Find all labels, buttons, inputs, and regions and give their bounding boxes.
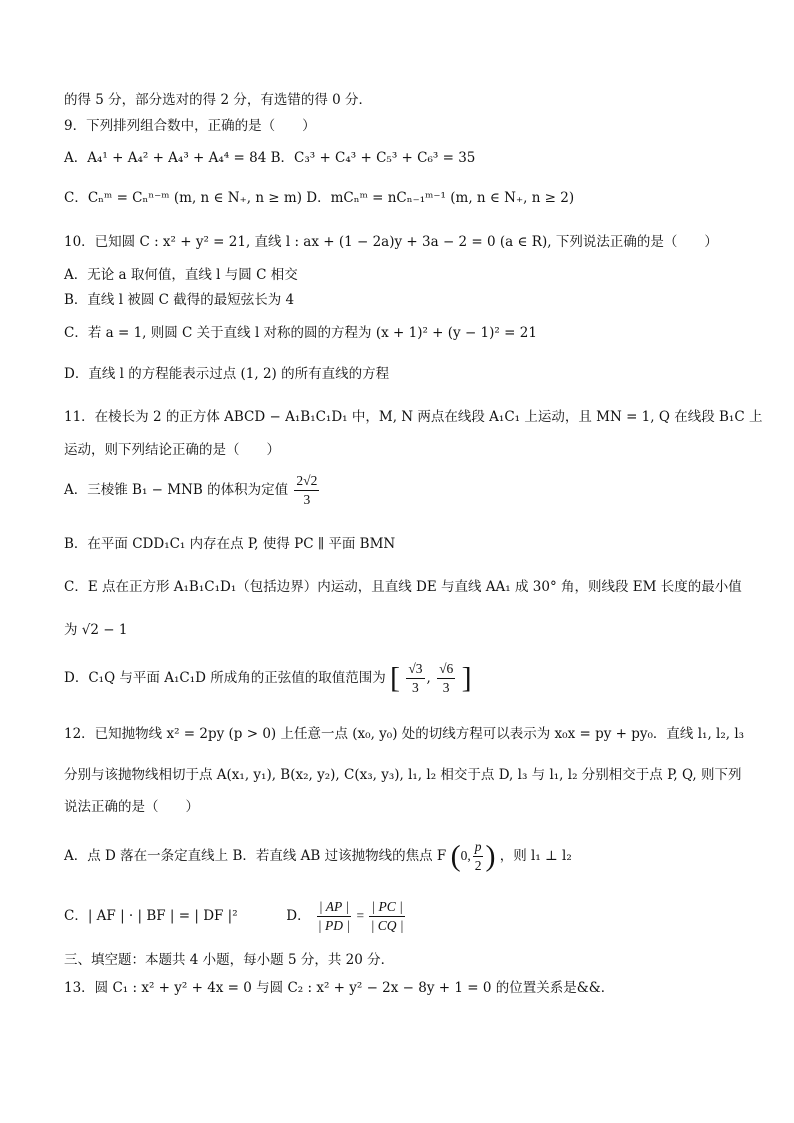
question-12: 12．已知抛物线 x² = 2py (p > 0) 上任意一点 (x₀, y₀) 处的切线方程可以表示为 x₀x = py + py₀．直线 l₁, l₂, l₃ [64, 726, 745, 742]
fraction-denominator: 3 [412, 680, 419, 695]
fraction-denominator: | CQ | [370, 918, 404, 933]
question-12-cont-2: 说法正确的是（ ） [64, 799, 199, 815]
fraction-denominator: | PD | [317, 918, 351, 933]
question-11-cont: 运动，则下列结论正确的是（ ） [64, 442, 280, 458]
fraction-numerator: 2√2 [294, 472, 319, 491]
option-d-label: D． [286, 908, 311, 924]
fraction-ap-over-pd [317, 898, 351, 935]
left-paren: ( [450, 839, 461, 873]
question-12-cont: 分别与该抛物线相切于点 A(x₁, y₁), B(x₂, y₂), C(x₃, y₃), l₁, l₂ 相交于点 D, l₃ 与 l₁, l₂ 分别相交于点 P, Q, 则下列 [64, 767, 742, 783]
fraction-p-over-2 [473, 838, 484, 875]
question-11-option-d: D．C₁Q 与平面 A₁C₁D 所成角的正弦值的取值范围为 [ $\frac{√3}{3}$ , $\frac{√6}{3}$ ] [64, 661, 472, 695]
option-d-text: D．C₁Q 与平面 A₁C₁D 所成角的正弦值的取值范围为 [64, 670, 386, 686]
fraction-2root2-over-3 [294, 472, 319, 509]
question-11-option-a [64, 472, 321, 509]
fraction-pc-over-cq [369, 898, 404, 935]
option-a-text: A．三棱锥 B₁ − MNB 的体积为定值 [64, 482, 289, 498]
question-10-option-b: B．直线 l 被圆 C 截得的最短弦长为 4 [64, 292, 295, 308]
question-9-options-cd: C．Cₙᵐ = Cₙⁿ⁻ᵐ (m, n ∈ N₊, n ≥ m) D．mCₙᵐ = nCₙ₋₁ᵐ⁻¹ (m, n ∈ N₊, n ≥ 2) [64, 190, 575, 206]
question-10-option-c: C．若 a = 1, 则圆 C 关于直线 l 对称的圆的方程为 (x + 1)² + (y − 1)² = 21 [64, 325, 537, 341]
question-11-option-b: B．在平面 CDD₁C₁ 内存在点 P, 使得 PC ∥ 平面 BMN [64, 536, 396, 552]
question-10: 10．已知圆 C : x² + y² = 21, 直线 l : ax + (1 − 2a)y + 3a − 2 = 0 (a ∈ R), 下列说法正确的是（ ） [64, 234, 718, 250]
fraction-numerator: | PC | [369, 898, 404, 917]
question-12-options-ab: A．点 D 落在一条定直线上 B．若直线 AB 过该抛物线的焦点 F (0, $\frac{p}{2}$ ) ，则 l₁ ⊥ l₂ [64, 839, 572, 873]
question-11-option-c: C．E 点在正方形 A₁B₁C₁D₁（包括边界）内运动，且直线 DE 与直线 AA₁ 成 30° 角，则线段 EM 长度的最小值 [64, 579, 742, 595]
fraction-numerator: √3 [406, 660, 424, 679]
question-10-option-a: A．无论 a 取何值，直线 l 与圆 C 相交 [64, 267, 298, 283]
question-10-option-d: D．直线 l 的方程能表示过点 (1, 2) 的所有直线的方程 [64, 366, 390, 382]
question-13: 13．圆 C₁ : x² + y² + 4x = 0 与圆 C₂ : x² + y² − 2x − 8y + 1 = 0 的位置关系是&&． [64, 980, 615, 996]
fraction-root6-over-3 [437, 660, 455, 697]
fraction-root3-over-3 [406, 660, 424, 697]
fraction-denominator: 2 [474, 858, 482, 873]
right-paren: ) [485, 839, 496, 873]
option-c-text: C．| AF | · | BF | = | DF |² [64, 908, 238, 924]
option-ab-text-post: ，则 l₁ ⊥ l₂ [499, 848, 572, 864]
right-bracket: ] [461, 661, 472, 695]
section-3-heading: 三、填空题：本题共 4 小题，每小题 5 分，共 20 分． [64, 952, 395, 968]
question-11-option-c-cont: 为 √2 − 1 [64, 622, 128, 638]
option-ab-text: A．点 D 落在一条定直线上 B．若直线 AB 过该抛物线的焦点 F [64, 848, 447, 864]
question-9: 9．下列排列组合数中，正确的是（ ） [64, 118, 316, 134]
text-line: 的得 5 分，部分选对的得 2 分，有选错的得 0 分． [64, 92, 373, 108]
left-bracket: [ [390, 661, 401, 695]
fraction-numerator: | AP | [317, 898, 351, 917]
fraction-denominator: 3 [442, 680, 450, 695]
fraction-denominator: 3 [303, 492, 311, 507]
question-11: 11．在棱长为 2 的正方体 ABCD − A₁B₁C₁D₁ 中，M, N 两点在线段 A₁C₁ 上运动，且 MN = 1, Q 在线段 B₁C 上 [64, 409, 763, 425]
question-9-options-ab: A．A₄¹ + A₄² + A₄³ + A₄⁴ = 84 B．C₃³ + C₄³ + C₅³ + C₆³ = 35 [64, 150, 476, 166]
fraction-numerator: p [473, 838, 484, 857]
question-12-options-cd: C．| AF | · | BF | = | DF |² D． $\frac{| AP |}{| PD |}$ = $\frac{| PC |}{| CQ |}$ [64, 899, 404, 933]
fraction-numerator: √6 [437, 660, 455, 679]
